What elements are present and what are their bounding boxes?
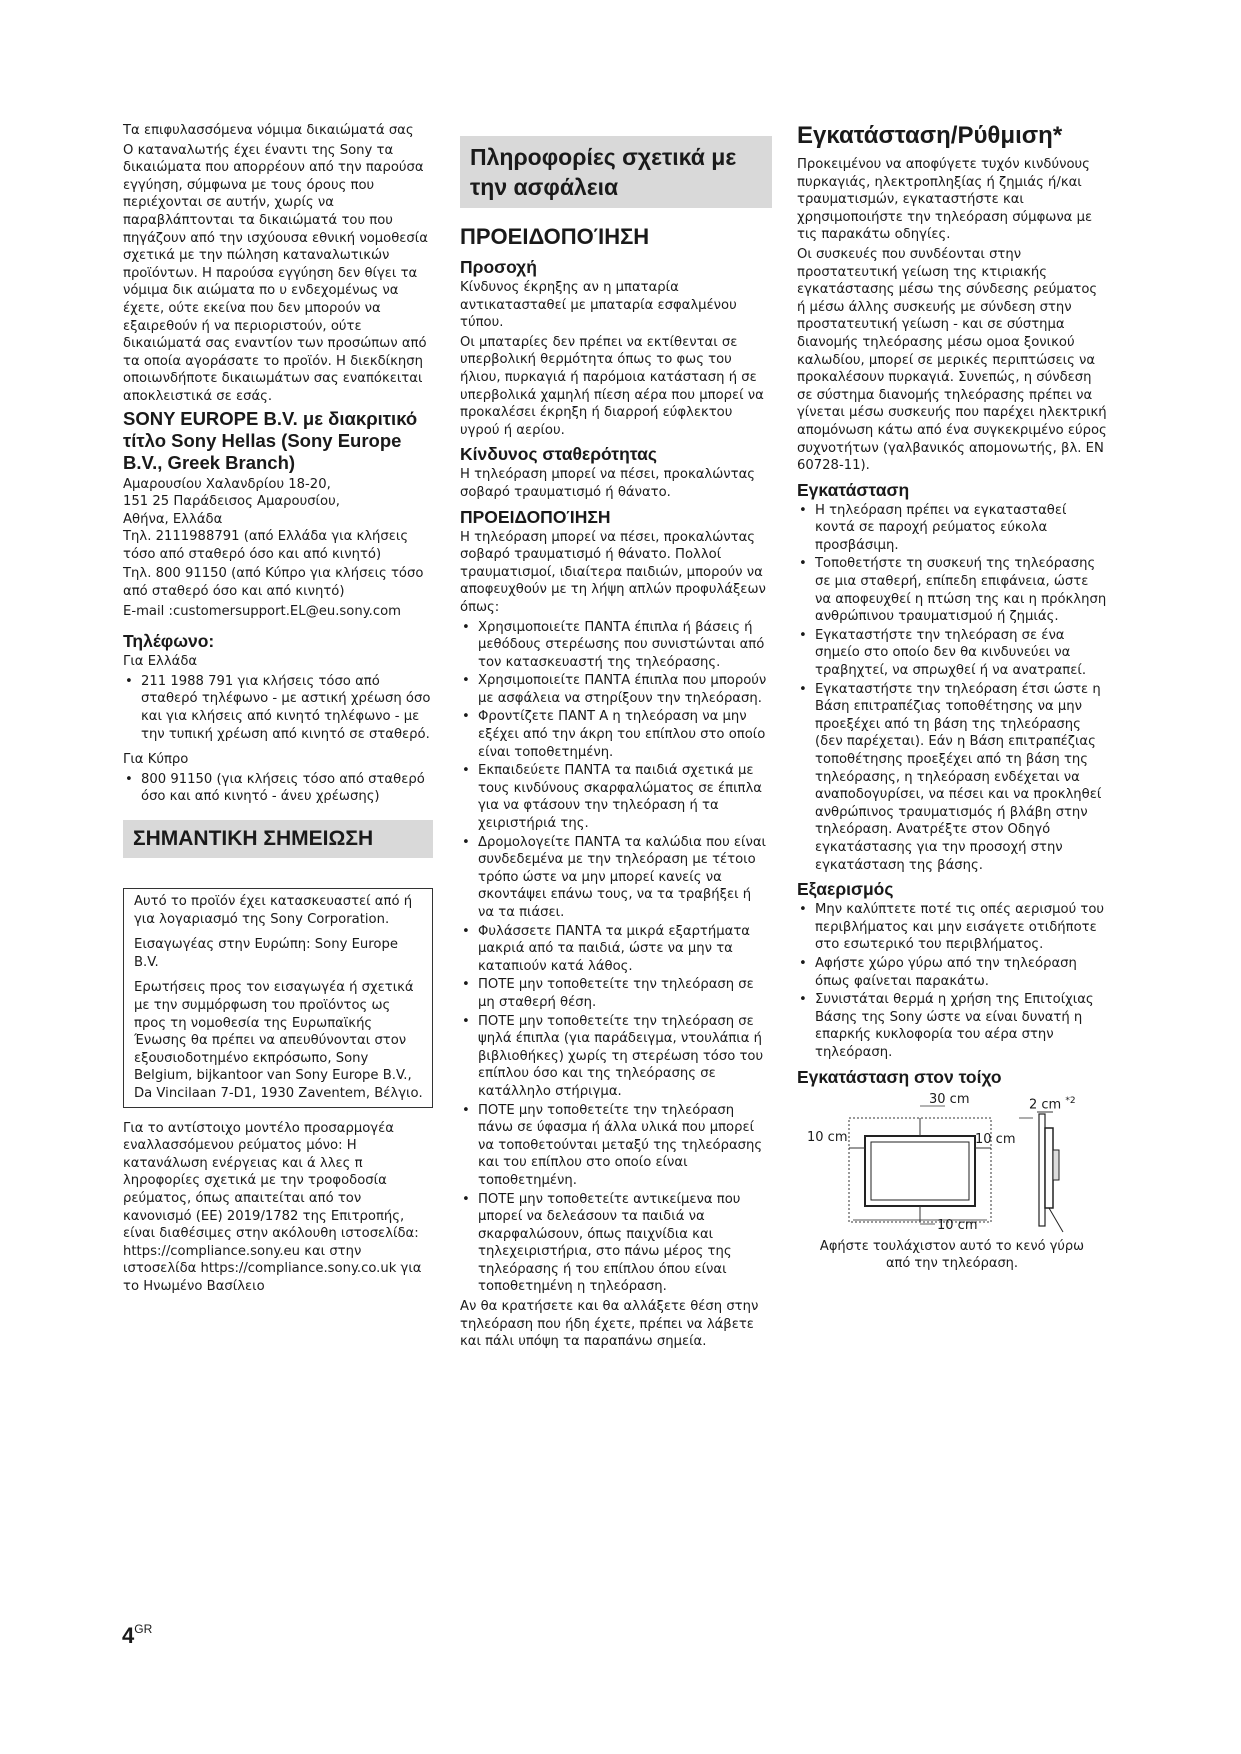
cyprus-label: Για Κύπρο bbox=[123, 752, 189, 768]
list-item: • Εγκαταστήστε την τηλεόραση σε ένα σημείο στο οποίο δεν θα κινδυνεύει να τραβηχτεί, να σπρωχθεί ή να ανατραπεί. bbox=[797, 627, 1107, 680]
clearance-diagram bbox=[797, 1092, 1107, 1234]
address-line: 151 25 Παράδεισος Αμαρουσίου, bbox=[123, 494, 340, 510]
warning2-text: Η τηλεόραση μπορεί να πέσει, προκαλώντας σοβαρό τραυματισμό ή θάνατο. Πολλοί τραυματισμοί, ιδιαίτερα παιδιών, μπορούν να αποφευχθούν με τη λήψη απλών προφυλάξεων όπως: bbox=[460, 529, 766, 615]
list-item: • Συνιστάται θερμά η χρήση της Επιτοίχιας Βάσης της Sony ώστε να είναι δυνατή η επαρκής κυκλοφορία του αέρα στην τηλεόραση. bbox=[797, 991, 1107, 1061]
installation-list bbox=[797, 502, 1107, 874]
list-item: • Τοποθετήστε τη συσκευή της τηλεόρασης σε μια σταθερή, επίπεδη επιφάνεια, ώστε να αποφευχθεί η πτώση της και η πρόκληση ανθρώπινου τραυματισμού ή ζημιάς. bbox=[797, 555, 1107, 625]
wall-side bbox=[1039, 1114, 1045, 1226]
diagram-caption: Αφήστε τουλάχιστον αυτό το κενό γύρω από την τηλεόραση. bbox=[819, 1238, 1085, 1271]
left-clearance-label: 10 cm bbox=[807, 1129, 848, 1145]
tv-front-frame bbox=[865, 1136, 975, 1206]
side-cable bbox=[1049, 1208, 1063, 1232]
page-number bbox=[122, 1622, 152, 1649]
box-paragraph: Αυτό το προϊόν έχει κατασκευαστεί από ή για λογαριασμό της Sony Corporation. bbox=[134, 894, 413, 927]
warning-heading: ΠΡΟΕΙΔΟΠΟΊΗΣΗ bbox=[460, 224, 650, 249]
list-item: • 211 1988 791 για κλήσεις τόσο από σταθερό τηλέφωνο - με αστική χρέωση όσο και για κλήσεις από κινητό τηλέφωνο - με την τυπική χρέωση από κινητό σε σταθερό. bbox=[123, 673, 433, 743]
list-item: • Αφήστε χώρο γύρω από την τηλεόραση όπως φαίνεται παρακάτω. bbox=[797, 955, 1107, 990]
energy-info-text: Για το αντίστοιχο μοντέλο προσαρμογέα εναλλασσόμενου ρεύματος μόνο: Η κατανάλωση ενέργειας και ά λλες π ληροφορίες σχετικά με την τροφοδοσία ρεύματος, όπως απαιτείται από τον κανονισμό (ΕΕ) 2019/1782 της Επιτροπής, είναι διαθέσιμες στην ακόλουθη ιστοσελίδα: https://compliance.sony.eu και στην ιστοσελίδα https://compliance.sony.co.uk για το Ηνωμένο Βασίλειο bbox=[123, 1120, 422, 1294]
column-2 bbox=[460, 136, 770, 1353]
warranty-text: Ο καταναλωτής έχει έναντι της Sony τα δικαιώματα που απορρέουν από την παρούσα εγγύηση, σύμφωνα με τους όρους που περιέχονται σε αυτήν, χωρίς να παραβλάπτονται τα δικαιώματά του που πηγάζουν από την ισχύουσα εθνική νομοθεσία σχετικά με την πώληση καταναλωτικών προϊόντων. Η παρούσα εγγύηση δεν θίγει τα νόμιμα δικ αιώματα πο υ ενδεχομένως να έχετε, ούτε εκείνα που δεν μπορούν να εξαιρεθούν ή να περιοριστούν, ούτε δικαιώματά σας εναντίον των προσώπων από τα οποία αγοράσατε το προϊόν. Η διεκδίκηση οποιωνδήποτε δικαιωμάτων σας εναπόκειται αποκλειστικά σε εσάς. bbox=[123, 142, 428, 404]
wall-mount-heading: Εγκατάσταση στον τοίχο bbox=[797, 1066, 1002, 1087]
tv-side-body bbox=[1045, 1128, 1053, 1208]
support-email: E-mail :customersupport.EL@eu.sony.com bbox=[123, 603, 402, 619]
list-item: • Φροντίζετε ΠΑΝΤ Α η τηλεόραση να μην εξέχει από την άκρη του επίπλου στο οποίο είναι τοποθετημένη. bbox=[460, 708, 770, 761]
warning2-heading: ΠΡΟΕΙΔΟΠΟΊΗΣΗ bbox=[460, 506, 611, 527]
phone-cyprus-text: Τηλ. 800 91150 (από Κύπρο για κλήσεις τόσο από σταθερό όσο και από κινητό) bbox=[123, 566, 424, 600]
box-paragraph: Εισαγωγέας στην Ευρώπη: Sony Europe B.V. bbox=[134, 937, 398, 970]
importer-info-box bbox=[123, 888, 433, 1108]
list-item: • Η τηλεόραση πρέπει να εγκατασταθεί κοντά σε παροχή ρεύματος εύκολα προσβάσιμη. bbox=[797, 502, 1107, 555]
depth-clearance-label bbox=[1029, 1094, 1076, 1112]
greece-phone-list bbox=[123, 673, 433, 743]
list-item: • ΠΟΤΕ μην τοποθετείτε την τηλεόραση σε ψηλά έπιπλα (για παράδειγμα, ντουλάπια ή βιβλιοθήκες) χωρίς τη στερέωση τόσο του επίπλου όσο και της τηλεόρασης σε κατάλληλο στήριγμα. bbox=[460, 1013, 770, 1101]
installation-heading: Εγκατάσταση bbox=[797, 479, 910, 500]
phone-greece-text: Τηλ. 2111988791 (από Ελλάδα για κλήσεις τόσο από σταθερό όσο και από κινητό) bbox=[123, 529, 409, 562]
box-paragraph: Ερωτήσεις προς τον εισαγωγέα ή σχετικά με την συμμόρφωση του προϊόντος ως προς τη νομοθεσία της Ευρωπαϊκής Ένωσης θα πρέπει να απευθύνονται στον εξουσιοδοτημένο εκπρόσωπο, Sony Belgium, bijkantoor van Sony Europe B.V., Da Vincilaan 7-D1, 1930 Zaventem, Βέλγιο. bbox=[134, 980, 423, 1101]
column-1 bbox=[123, 122, 433, 1297]
phone-heading: Τηλέφωνο: bbox=[123, 631, 215, 652]
caution-text: Κίνδυνος έκρηξης αν η μπαταρία αντικατασταθεί με μπαταρία εσφαλμένου τύπου. bbox=[460, 280, 737, 331]
ventilation-list bbox=[797, 901, 1107, 1061]
list-item: • Χρησιμοποιείτε ΠΑΝΤΑ έπιπλα ή βάσεις ή μεθόδους στερέωσης που συνιστώνται από τον κατασκευαστή της τηλεόρασης. bbox=[460, 619, 770, 672]
page-lang: GR bbox=[134, 1622, 153, 1636]
bottom-clearance-label: 10 cm bbox=[937, 1217, 978, 1233]
list-item: • Φυλάσσετε ΠΑΝΤΑ τα μικρά εξαρτήματα μακριά από τα παιδιά, ώστε να μην τα καταπιούν κατά λάθος. bbox=[460, 923, 770, 976]
depth-value: 2 cm bbox=[1029, 1096, 1062, 1112]
right-clearance-label: 10 cm bbox=[975, 1131, 1016, 1147]
wall-bracket bbox=[1053, 1150, 1059, 1180]
list-item: • Μην καλύπτετε ποτέ τις οπές αερισμού του περιβλήματος και μην εισάγετε οτιδήποτε στο εσωτερικό του περιβλήματος. bbox=[797, 901, 1107, 954]
list-item: • 800 91150 (για κλήσεις τόσο από σταθερό όσο και από κινητό - άνευ χρέωσης) bbox=[123, 771, 433, 806]
caution-heading: Προσοχή bbox=[460, 257, 537, 277]
important-note-banner: ΣΗΜΑΝΤΙΚΗ ΣΗΜΕΙΩΣΗ bbox=[123, 820, 433, 858]
page-number-value: 4 bbox=[122, 1623, 135, 1648]
closing-text: Αν θα κρατήσετε και θα αλλάξετε θέση στην τηλεόραση που ήδη έχετε, πρέπει να λάβετε και πάλι υπόψη τα παραπάνω σημεία. bbox=[460, 1299, 759, 1350]
list-item: • Εκπαιδεύετε ΠΑΝΤΑ τα παιδιά σχετικά με τους κινδύνους σκαρφαλώματος σε έπιπλα για να φτάσουν την τηλεόραση ή τα χειριστήριά της. bbox=[460, 762, 770, 832]
list-item: • Χρησιμοποιείτε ΠΑΝΤΑ έπιπλα που μπορούν με ασφάλεια να στηρίξουν την τηλεόραση. bbox=[460, 672, 770, 707]
stability-text: Η τηλεόραση μπορεί να πέσει, προκαλώντας σοβαρό τραυματισμό ή θάνατο. bbox=[460, 467, 756, 500]
depth-footnote: *2 bbox=[1065, 1095, 1076, 1106]
top-clearance-label: 30 cm bbox=[929, 1091, 970, 1107]
address-line: Αμαρουσίου Χαλανδρίου 18-20, bbox=[123, 476, 331, 492]
setup-text: Προκειμένου να αποφύγετε τυχόν κινδύνους πυρκαγιάς, ηλεκτροπληξίας ή ζημιάς ή/και τραυματισμών, εγκαταστήστε και χρησιμοποιήστε την τηλεόραση σύμφωνα με τις παρακάτω οδηγίες. bbox=[797, 157, 1093, 243]
clearance-diagram-drawing bbox=[797, 1092, 1107, 1234]
precautions-list bbox=[460, 619, 770, 1297]
column-3 bbox=[797, 122, 1107, 1272]
list-item: • ΠΟΤΕ μην τοποθετείτε την τηλεόραση σε μη σταθερή θέση. bbox=[460, 976, 770, 1011]
ventilation-heading: Εξαερισμός bbox=[797, 879, 894, 900]
list-item: • Εγκαταστήστε την τηλεόραση έτσι ώστε η Βάση επιτραπέζιας τοποθέτησης να μην προεξέχει από τη βάση της τηλεόρασης (δεν παρέχεται). Εάν η Βάση επιτραπέζιας τοποθέτησης προεξέχει από τη βάση της τηλεόρασης, η τηλεόραση ενδέχεται να αναποδογυρίσει, να πέσει και να προκληθεί ανθρώπινος τραυματισμός ή βλάβη στην τηλεόραση. Ανατρέξτε στον Οδηγό εγκατάστασης για την προσοχή στην εγκατάσταση της βάσης. bbox=[797, 681, 1107, 875]
greece-label: Για Ελλάδα bbox=[123, 654, 198, 670]
list-item: • Δρομολογείτε ΠΑΝΤΑ τα καλώδια που είναι συνδεδεμένα με την τηλεόραση με τέτοιο τρόπο ώστε να μην μπορεί κανείς να σκοντάψει επάνω τους, να τα τραβήξει ή να τα πιάσει. bbox=[460, 834, 770, 922]
setup-text: Οι συσκευές που συνδέονται στην προστατευτική γείωση της κτιριακής εγκατάστασης μέσω της σύνδεσης ρεύματος ή μέσω άλλης συσκευής με σύνδεση στην προστατευτική γείωση - και σε σύστημα διανομής τηλεόρασης μέσω ομοα ξονικού καλωδίου, μπορεί σε μερικές περιπτώσεις να προκαλέσουν πυρκαγιά. Συνεπώς, η σύνδεση σε σύστημα διανομής τηλεόρασης πρέπει να γίνεται μέσω συσκευής που παρέχει ηλεκτρική απομόνωση κάτω από ένα συγκεκριμένο εύρος συχνοτήτων (γαλβανικός απομονωτής, βλ. EN 60728-11). bbox=[797, 246, 1107, 474]
safety-info-banner: Πληροφορίες σχετικά με την ασφάλεια bbox=[460, 136, 772, 208]
cyprus-phone-list bbox=[123, 771, 433, 806]
address-line: Αθήνα, Ελλάδα bbox=[123, 511, 223, 527]
stability-heading: Κίνδυνος σταθερότητας bbox=[460, 444, 657, 465]
setup-heading: Εγκατάσταση/Ρύθμιση* bbox=[797, 122, 1063, 149]
company-heading: SONY EUROPE B.V. με διακριτικό τίτλο Sony Hellas (Sony Europe B.V., Greek Branch) bbox=[123, 407, 418, 473]
list-item: • ΠΟΤΕ μην τοποθετείτε αντικείμενα που μπορεί να δελεάσουν τα παιδιά να σκαρφαλώσουν, όπως παιχνίδια και τηλεχειριστήρια, στο πάνω μέρος της τηλεόρασης ή του επίπλου όπου είναι τοποθετημένη η τηλεόραση. bbox=[460, 1191, 770, 1297]
company-address bbox=[123, 476, 433, 529]
warranty-heading: Τα επιφυλασσόμενα νόμιμα δικαιώματά σας bbox=[123, 123, 414, 138]
caution-text: Οι μπαταρίες δεν πρέπει να εκτίθενται σε υπερβολική θερμότητα όπως το φως του ήλιου, πυρκαγιά ή παρόμοια κατάσταση ή σε υπερβολικά χαμηλή πίεση αέρα που μπορεί να προκαλέσει έκρηξη ή διαρροή εύφλεκτου υγρού ή αερίου. bbox=[460, 334, 764, 438]
list-item: • ΠΟΤΕ μην τοποθετείτε την τηλεόραση πάνω σε ύφασμα ή άλλα υλικά που μπορεί να τοποθετούνται μεταξύ της τηλεόρασης και του επίπλου στο οποίο είναι τοποθετημένη. bbox=[460, 1102, 770, 1190]
